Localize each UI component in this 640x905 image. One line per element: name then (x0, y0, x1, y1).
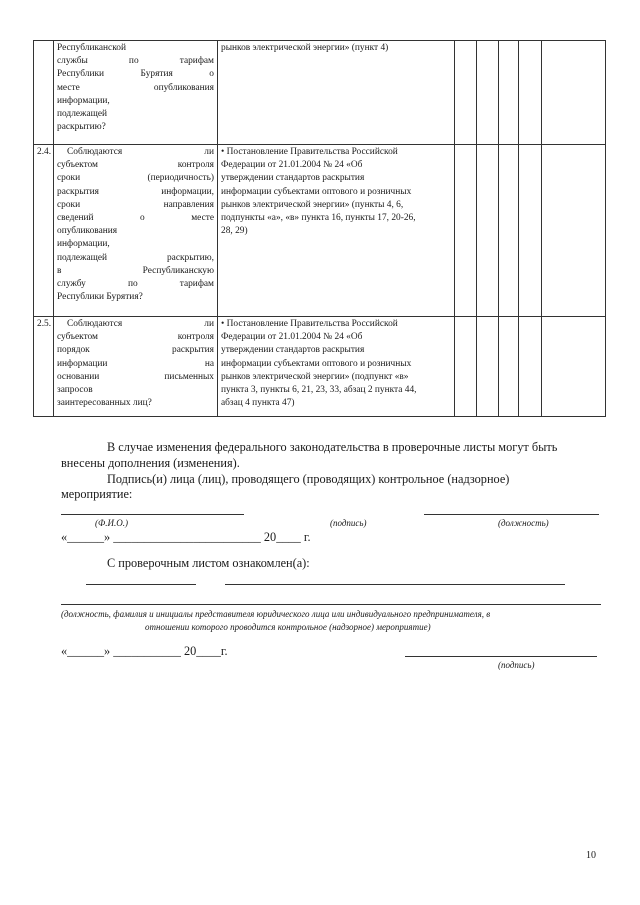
question-line: Республики Бурятия о (57, 69, 214, 80)
question-line: месте опубликования (57, 82, 214, 93)
question-line: раскрытию? (57, 122, 106, 133)
answer-cell (477, 41, 499, 145)
signature-caption: (подпись) (330, 518, 367, 528)
acquainted-line-long (225, 584, 565, 585)
checklist-table (33, 40, 606, 417)
question-line: подлежащей (57, 109, 108, 120)
question-line: подлежащей раскрытию, (57, 252, 214, 263)
question-line: службу по тарифам (57, 279, 214, 290)
question-cell (54, 145, 218, 317)
fio-line (61, 514, 244, 515)
acquainted-line-short (86, 584, 196, 585)
question-line: информации, (57, 239, 110, 250)
reference-line: рынков электрической энергии» (подпункт «в» (221, 371, 409, 382)
question-line: субъектом контроля (57, 160, 214, 171)
representative-signature-caption: (подпись) (498, 660, 535, 670)
answer-cell (499, 317, 519, 417)
reference-line: • Постановление Правительства Российской (221, 147, 398, 157)
answer-cell (499, 41, 519, 145)
question-line: Соблюдаются ли (67, 147, 214, 157)
fio-caption: (Ф.И.О.) (95, 518, 128, 528)
reference-line: рынков электрической энергии» (пункты 4, 6, (221, 199, 404, 210)
representative-line (61, 604, 601, 605)
question-line: информации, (57, 95, 110, 106)
question-line: Соблюдаются ли (67, 319, 214, 329)
acquainted-label: С проверочным листом ознакомлен(а): (107, 556, 310, 570)
question-line: субъектом контроля (57, 332, 214, 343)
amendment-note-line2: внесены дополнения (изменения). (61, 456, 240, 470)
answer-cell (455, 41, 477, 145)
reference-line: утверждении стандартов раскрытия (221, 345, 365, 356)
notes-cell (542, 317, 606, 417)
question-line: Республиканской (57, 43, 126, 53)
question-line: раскрытия информации, (57, 186, 214, 197)
row-number (34, 41, 54, 145)
position-line (424, 514, 599, 515)
question-line: основании письменных (57, 371, 214, 382)
representative-caption-line1: (должность, фамилия и инициалы представителя юридического лица или индивидуального предпринимателя, в (61, 609, 491, 619)
reference-line: Федерации от 21.01.2004 № 24 «Об (221, 332, 363, 343)
reference-line: Федерации от 21.01.2004 № 24 «Об (221, 160, 363, 171)
notes-cell (542, 41, 606, 145)
answer-cell (519, 145, 542, 317)
reference-line: пункта 3, пункты 6, 21, 23, 33, абзац 2 пункта 44, (221, 385, 417, 396)
acquaintance-date: «______» ___________ 20____г. (61, 644, 228, 658)
representative-caption-line2: отношении которого проводится контрольное (надзорное) мероприятие) (145, 622, 431, 632)
question-line: заинтересованных лиц? (57, 398, 152, 409)
inspection-date: «______» ________________________ 20____ г. (61, 530, 311, 544)
row-number: 2.5. (34, 317, 54, 417)
question-line: информации на (57, 358, 214, 369)
question-line: сроки (периодичность) (57, 173, 214, 184)
answer-cell (455, 317, 477, 417)
position-caption: (должность) (498, 518, 549, 528)
page-number: 10 (586, 850, 596, 861)
reference-cell (218, 145, 455, 317)
reference-line: • Постановление Правительства Российской (221, 319, 398, 329)
answer-cell (519, 317, 542, 417)
answer-cell (455, 145, 477, 317)
question-line: порядок раскрытия (57, 345, 214, 356)
question-line: в Республиканскую (57, 265, 214, 276)
notes-cell (542, 145, 606, 317)
question-line: Республики Бурятия? (57, 292, 143, 303)
question-line: сроки направления (57, 199, 214, 210)
answer-cell (519, 41, 542, 145)
question-line: сведений о месте (57, 213, 214, 224)
reference-cell (218, 317, 455, 417)
reference-line: информации субъектами оптового и розничных (221, 358, 412, 369)
question-cell (54, 41, 218, 145)
representative-signature-line (405, 656, 597, 657)
reference-line: абзац 4 пункта 47) (221, 398, 295, 409)
reference-line: утверждении стандартов раскрытия (221, 173, 365, 184)
question-line: запросов (57, 385, 93, 396)
question-cell (54, 317, 218, 417)
reference-line: информации субъектами оптового и розничных (221, 186, 412, 197)
row-number: 2.4. (34, 145, 54, 317)
table-row (34, 41, 606, 145)
inspector-signature-label-cont: мероприятие: (61, 487, 133, 501)
reference-cell (218, 41, 455, 145)
inspector-signature-label: Подпись(и) лица (лиц), проводящего (проводящих) контрольное (надзорное) (107, 472, 510, 486)
reference-line: подпункты «а», «в» пункта 16, пункты 17, 20-26, (221, 213, 416, 224)
amendment-note-line1: В случае изменения федерального законодательства в проверочные листы могут быть (107, 440, 558, 454)
question-line: опубликования (57, 226, 118, 237)
answer-cell (477, 317, 499, 417)
question-line: службы по тарифам (57, 56, 214, 67)
table-row (34, 317, 606, 417)
answer-cell (499, 145, 519, 317)
reference-line: 28, 29) (221, 226, 248, 237)
reference-line: рынков электрической энергии» (пункт 4) (221, 43, 389, 53)
table-row (34, 145, 606, 317)
answer-cell (477, 145, 499, 317)
